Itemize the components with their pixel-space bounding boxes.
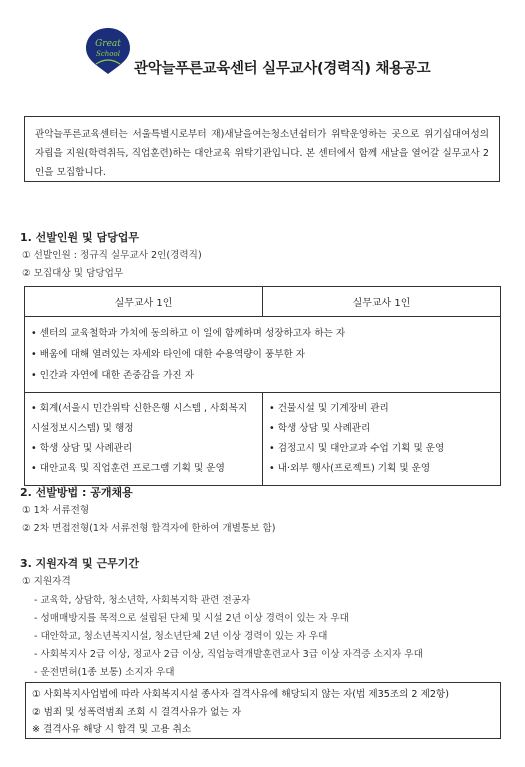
right-duty: • 내·외부 행사(프로젝트) 기획 및 운영 [269, 459, 494, 479]
section3-heading: 3. 지원자격 및 근무기간 [20, 557, 139, 570]
logo-text-school: School [96, 50, 120, 58]
section1-item2: ② 모집대상 및 담당업무 [22, 268, 124, 279]
left-duties [25, 393, 263, 486]
note-line: ② 범죄 및 성폭력범죄 조회 시 결격사유가 없는 자 [32, 706, 242, 718]
roles-table [24, 286, 501, 486]
page-title: 관악늘푸른교육센터 실무교사(경력직) 채용공고 [134, 61, 431, 77]
left-duty: • 학생 상담 및 사례관리 [31, 439, 256, 459]
left-duty: • 대안교육 및 직업훈련 프로그램 기획 및 운영 [31, 459, 256, 479]
note-line: ※ 결격사유 해당 시 합격 및 고용 취소 [32, 724, 192, 735]
shared-requirement: • 인간과 자연에 대한 존중감을 가진 자 [31, 365, 494, 386]
roles-col1-header: 실무교사 1인 [25, 287, 263, 317]
disqualification-notes [25, 682, 501, 739]
right-duty: • 건물시설 및 기계장비 관리 [269, 399, 494, 419]
logo-text-great: Great [95, 39, 121, 49]
intro-box: 관악늘푸른교육센터는 서울특별시로부터 재)새날을여는청소년쉼터가 위탁운영하는 곳으로 위기십대여성의 자립을 지원(학력취득, 직업훈련)하는 대안교육 위탁기관입니다. 본 센터에서 함께 새날을 열어갈 실무교사 2인을 모집합니다. [24, 116, 500, 182]
shared-requirement: • 센터의 교육철학과 가치에 동의하고 이 일에 함께하며 성장하고자 하는 자 [31, 323, 494, 344]
great-school-logo [84, 26, 132, 76]
roles-col2-header: 실무교사 1인 [263, 287, 501, 317]
shared-requirements [25, 317, 501, 393]
shared-requirement: • 배움에 대해 열려있는 자세와 타인에 대한 수용역량이 풍부한 자 [31, 344, 494, 365]
right-duties [263, 393, 501, 486]
note-line: ① 사회복지사업법에 따라 사회복지시설 종사자 결격사유에 해당되지 않는 자(법 제35조의 2 제2항) [32, 689, 449, 700]
section2-heading: 2. 선발방법 : 공개채용 [20, 486, 133, 499]
qualification-item: - 사회복지사 2급 이상, 정교사 2급 이상, 직업능력개발훈련교사 3급 이상 자격증 소지자 우대 [34, 649, 423, 660]
right-duty: • 검정고시 및 대안교과 수업 기획 및 운영 [269, 439, 494, 459]
right-duty: • 학생 상담 및 사례관리 [269, 419, 494, 439]
section1-item1: ① 선발인원 : 정규직 실무교사 2인(경력직) [22, 250, 202, 261]
qualification-item: - 성매매방지를 목적으로 설립된 단체 및 시설 2년 이상 경력이 있는 자 우대 [34, 613, 349, 624]
left-duty: • 회계(서울시 민간위탁 신한은행 시스템 , 사회복지시설정보시스템) 및 행정 [31, 399, 256, 439]
section1-heading: 1. 선발인원 및 담당업무 [20, 231, 139, 244]
section2-item1: ① 1차 서류전형 [22, 505, 90, 516]
section3-item1: ① 지원자격 [22, 576, 71, 587]
section2-item2: ② 2차 면접전형(1차 서류전형 합격자에 한하여 개별통보 함) [22, 523, 276, 534]
qualification-item: - 운전면허(1종 보통) 소지자 우대 [34, 667, 175, 678]
qualification-item: - 대안학교, 청소년복지시설, 청소년단체 2년 이상 경력이 있는 자 우대 [34, 631, 328, 642]
qualification-item: - 교육학, 상담학, 청소년학, 사회복지학 관련 전공자 [34, 595, 251, 606]
